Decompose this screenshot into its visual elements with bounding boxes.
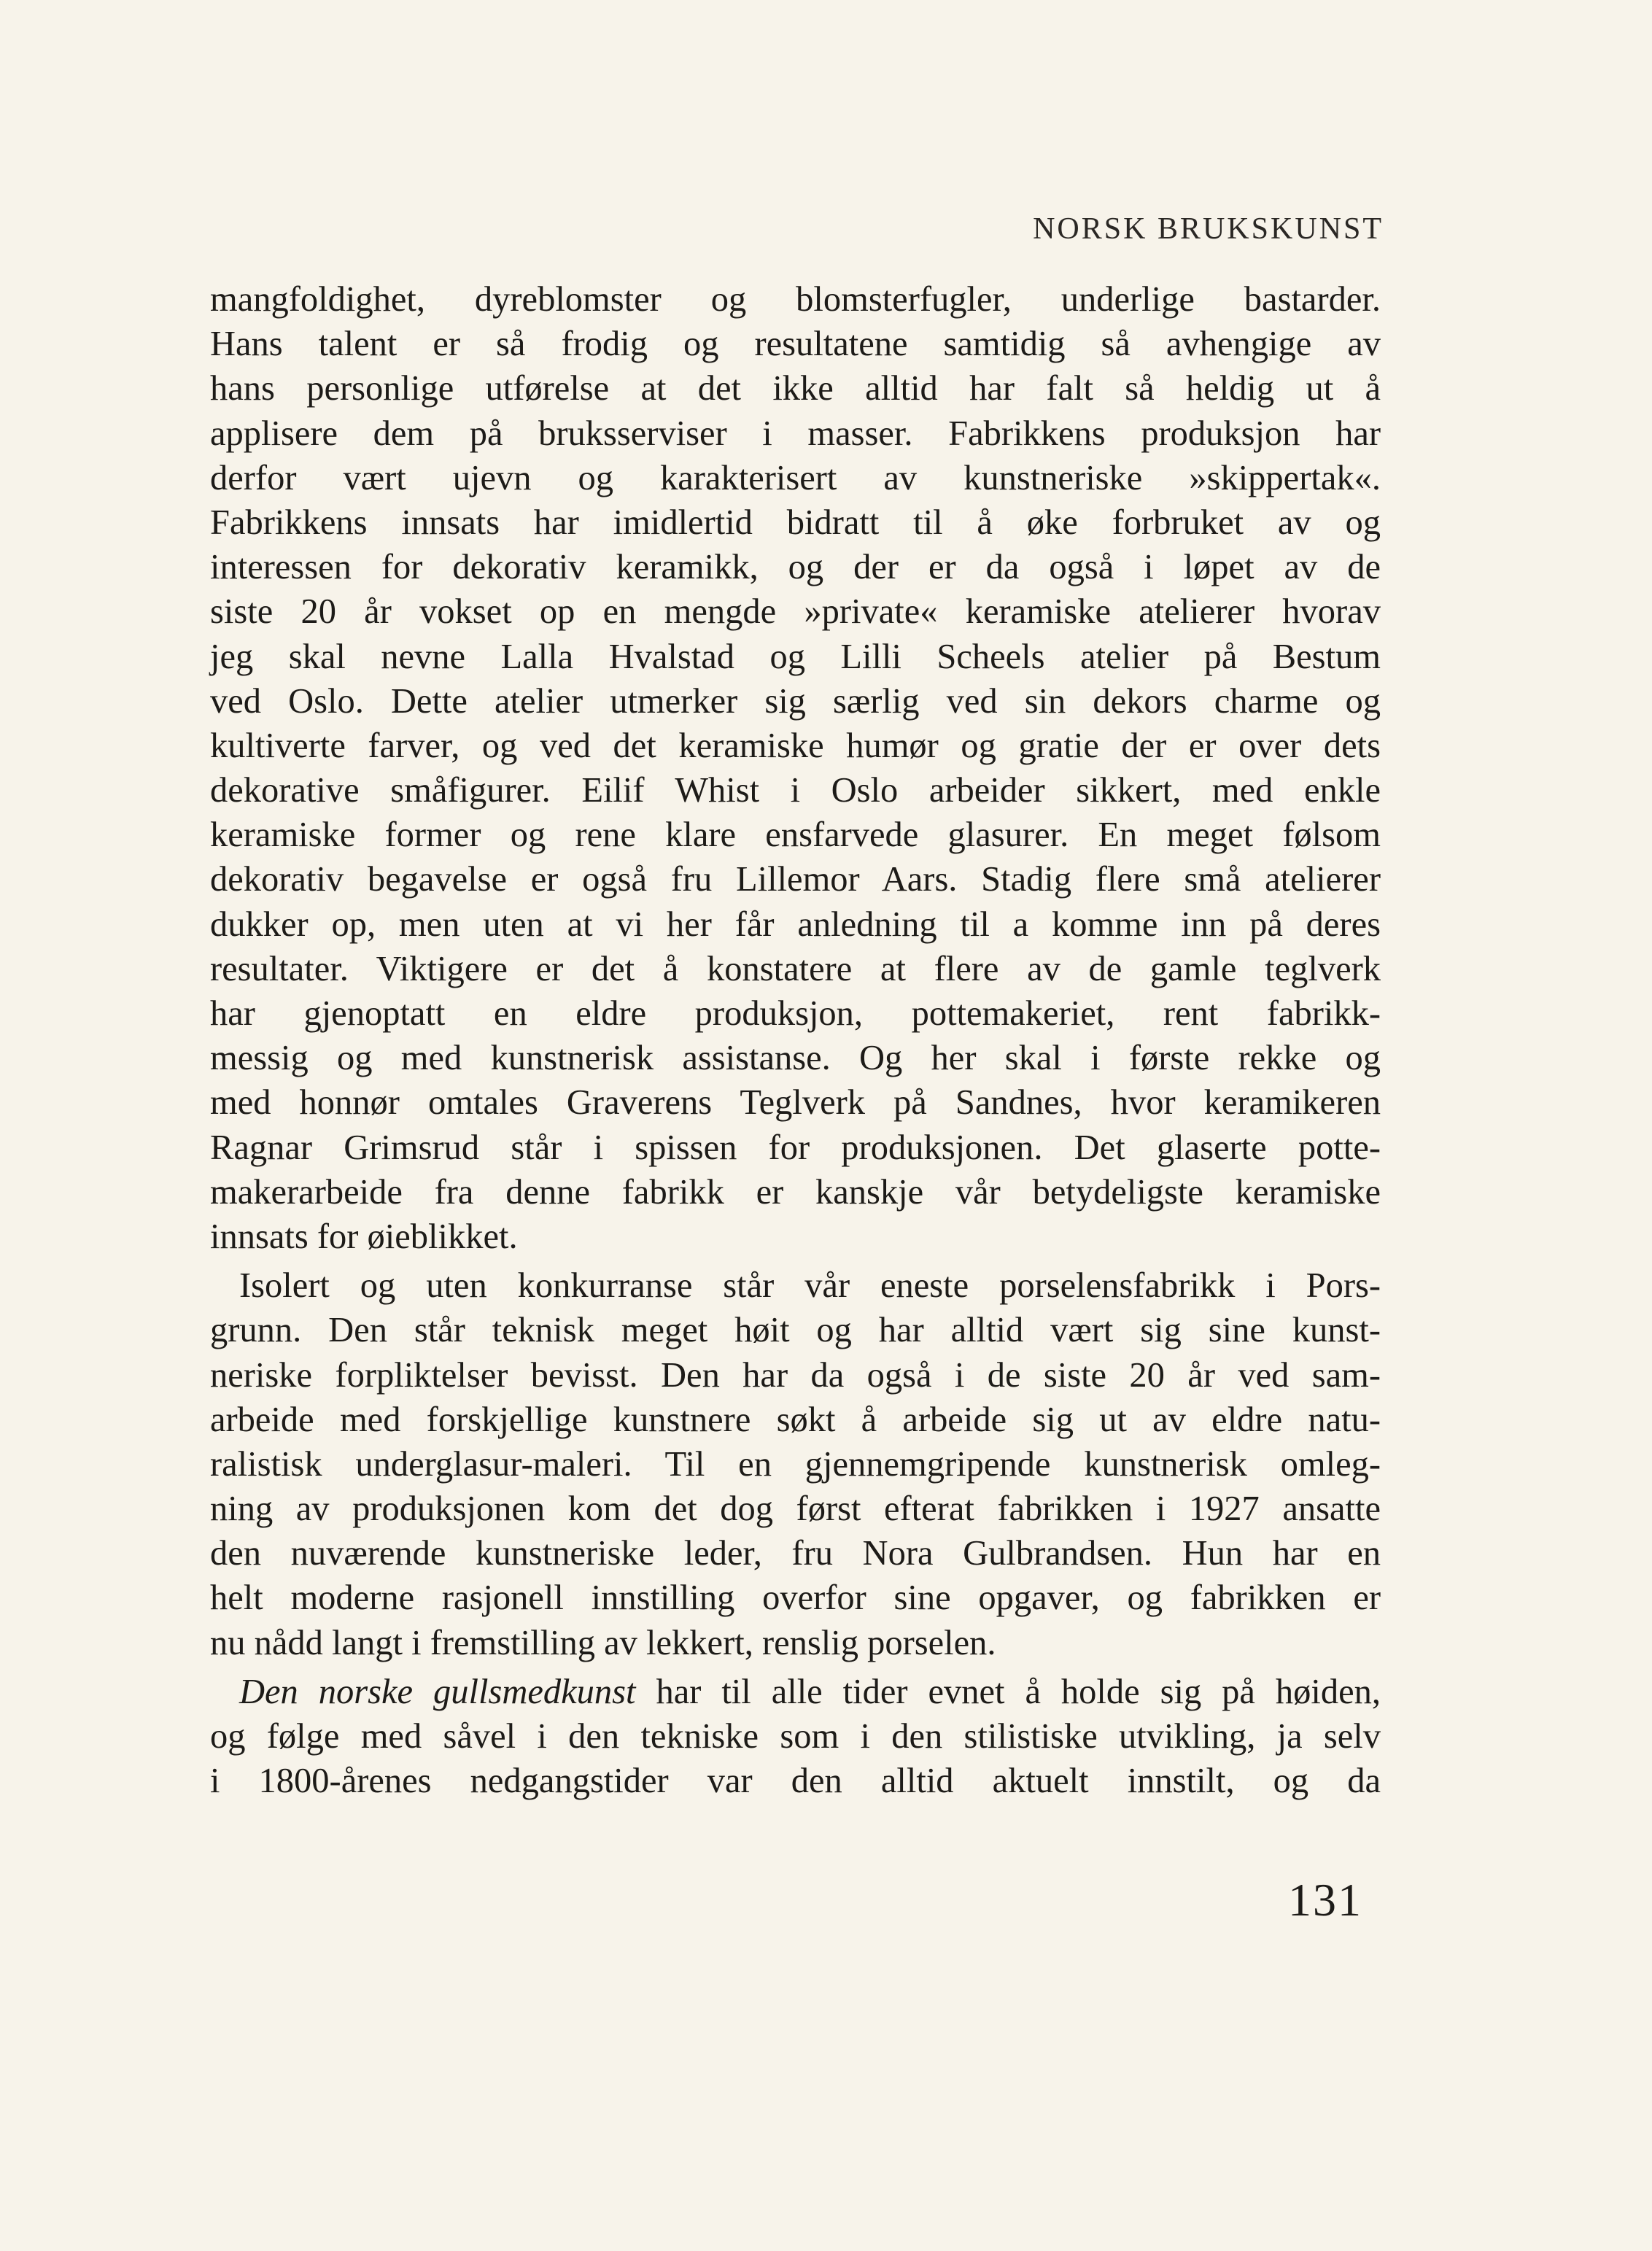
text-line: kultiverte farver, og ved det keramiske humør og gratie der er over dets [210,726,1381,765]
text-line: derfor vært ujevn og karakterisert av kunstneriske »skippertak«. [210,458,1381,497]
text-line: Fabrikkens innsats har imidlertid bidratt til å øke forbruket av og [210,503,1381,542]
text-line: Hans talent er så frodig og resultatene samtidig så avhengige av [210,325,1381,364]
text-line: grunn. Den står teknisk meget høit og har alltid vært sig sine kunst- [210,1311,1381,1350]
text-line: keramiske former og rene klare ensfarvede glasurer. En meget følsom [210,815,1381,855]
text-line: messig og med kunstnerisk assistanse. Og her skal i første rekke og [210,1039,1381,1078]
text-line: innsats for øieblikket. [210,1217,518,1256]
text-line: Isolert og uten konkurranse står vår eneste porselensfabrikk i Pors- [239,1266,1381,1306]
text-line: ralistisk underglasur-maleri. Til en gjennemgripende kunstnerisk omleg- [210,1444,1381,1484]
text-line: nu nådd langt i fremstilling av lekkert, renslig porselen. [210,1623,996,1662]
text-line: jeg skal nevne Lalla Hvalstad og Lilli Scheels atelier på Bestum [210,637,1381,676]
text-line: har gjenoptatt en eldre produksjon, pottemakeriet, rent fabrikk- [210,994,1381,1033]
text-line: ved Oslo. Dette atelier utmerker sig særlig ved sin dekors charme og [210,681,1381,721]
text-line: ning av produksjonen kom det dog først efterat fabrikken i 1927 ansatte [210,1489,1381,1529]
text-line: arbeide med forskjellige kunstnere søkt å arbeide sig ut av eldre natu- [210,1400,1381,1439]
text-line: interessen for dekorativ keramikk, og der er da også i løpet av de [210,548,1381,587]
text-line: med honnør omtales Graverens Teglverk på Sandnes, hvor keramikeren [210,1083,1381,1123]
text-line: den nuværende kunstneriske leder, fru Nora Gulbrandsen. Hun har en [210,1534,1381,1573]
italic-lead: Den norske gullsmedkunst [239,1672,636,1711]
text-line: resultater. Viktigere er det å konstatere at flere av de gamle teglverk [210,949,1381,988]
text-line: neriske forpliktelser bevisst. Den har da også i de siste 20 år ved sam- [210,1355,1381,1395]
text-line: hans personlige utførelse at det ikke alltid har falt så heldig ut å [210,369,1381,408]
text-line: dekorativ begavelse er også fru Lillemor Aars. Stadig flere små atelierer [210,860,1381,899]
body-text [210,277,1381,1803]
text-line: siste 20 år vokset op en mengde »private« keramiske atelierer hvorav [210,592,1381,632]
text-line: Ragnar Grimsrud står i spissen for produksjonen. Det glaserte potte- [210,1128,1381,1167]
text-line: i 1800-årenes nedgangstider var den alltid aktuelt innstilt, og da [210,1762,1381,1801]
text-line: helt moderne rasjonell innstilling overfor sine opgaver, og fabrikken er [210,1578,1381,1618]
running-head: NORSK BRUKSKUNST [1033,212,1384,246]
text-line: dukker op, men uten at vi her får anledning til a komme inn på deres [210,904,1381,944]
text-line: applisere dem på bruksserviser i masser. Fabrikkens produksjon har [210,414,1381,453]
text-line-rest: har til alle tider evnet å holde sig på høiden, [656,1672,1381,1711]
page-number: 131 [1288,1874,1362,1926]
text-line: dekorative småfigurer. Eilif Whist i Oslo arbeider sikkert, med enkle [210,771,1381,810]
text-line: mangfoldighet, dyreblomster og blomsterfugler, underlige bastarder. [210,280,1381,319]
text-line: makerarbeide fra denne fabrikk er kanskje vår betydeligste keramiske [210,1172,1381,1212]
text-line-with-italic [210,1670,1381,1714]
text-line: og følge med såvel i den tekniske som i den stilistiske utvikling, ja selv [210,1717,1381,1756]
